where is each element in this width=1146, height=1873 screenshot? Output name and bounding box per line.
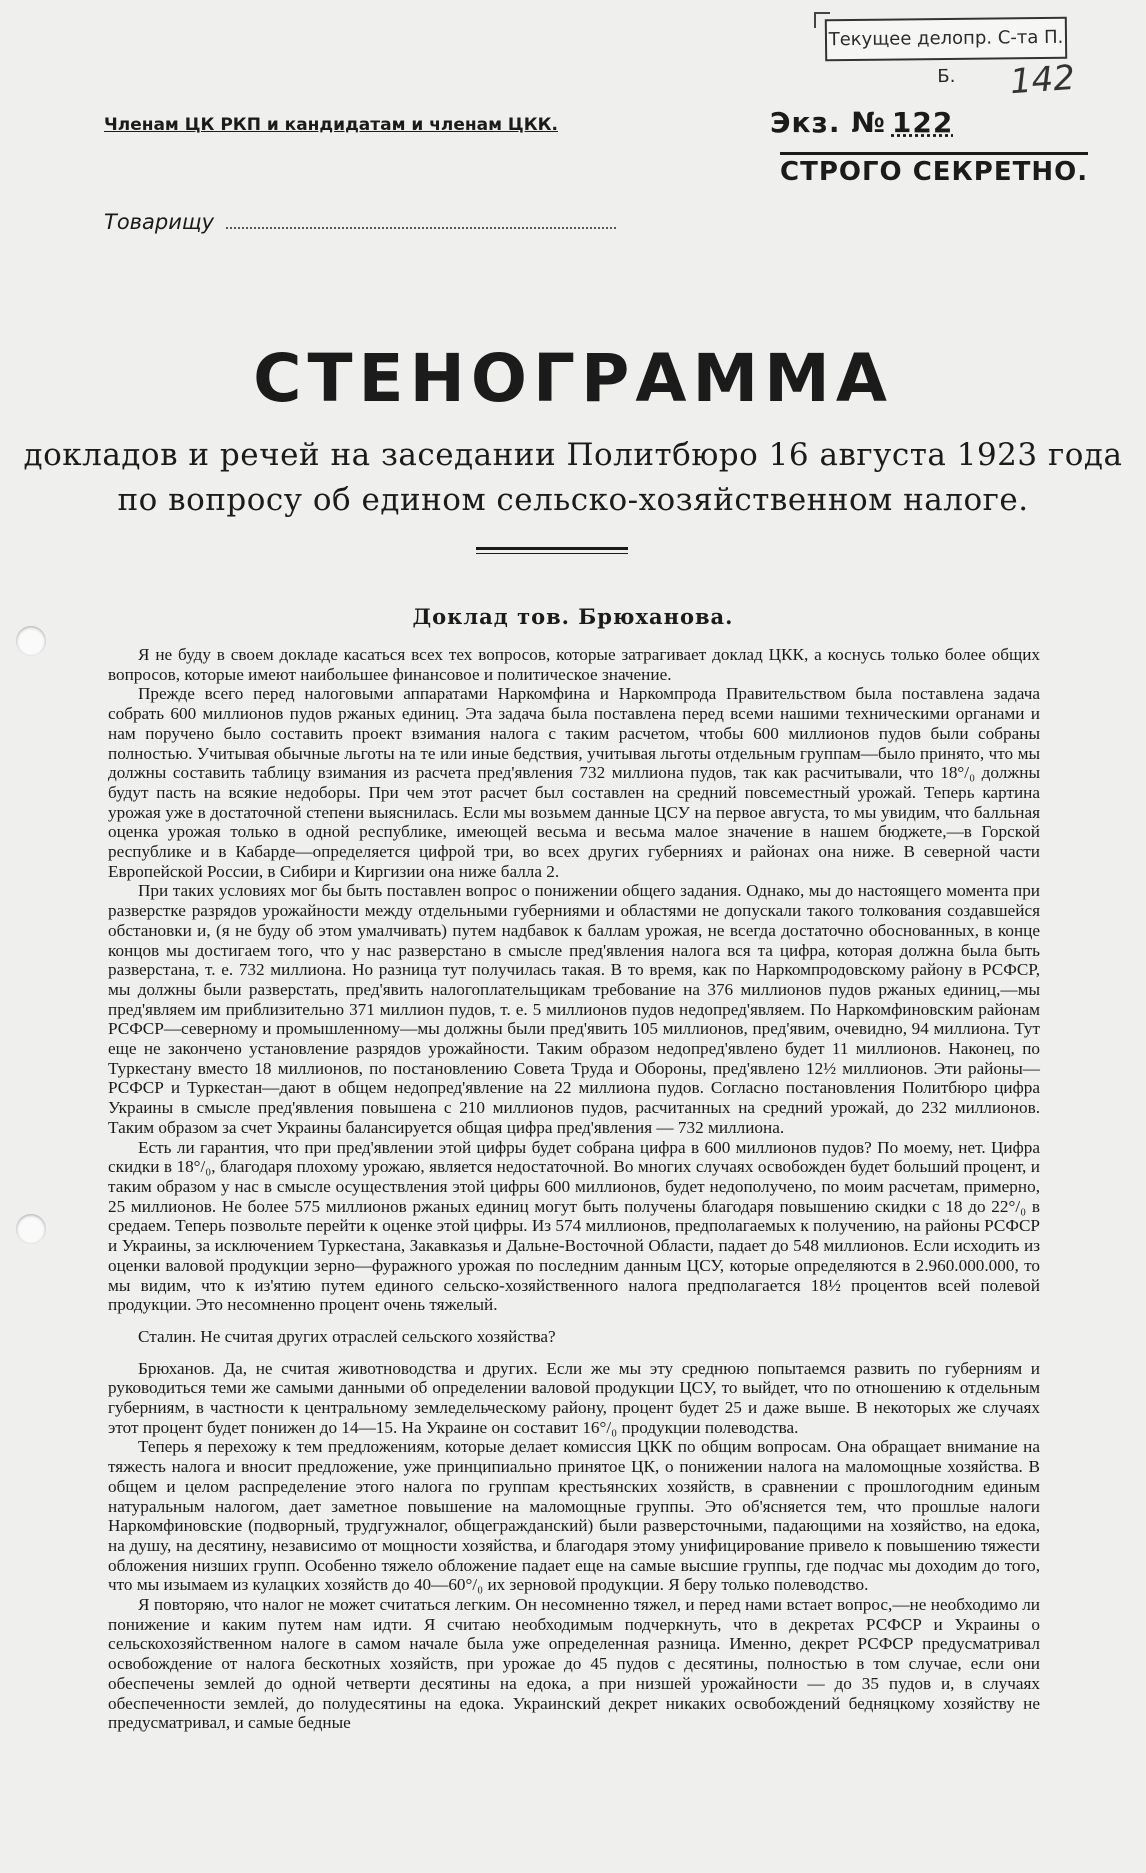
paragraph-3: При таких условиях мог бы быть поставлен вопрос о понижении общего задания. Однако, мы до настоящего момента при разверстке разрядов урожайности между отдельными губерниями и областями не допускали такого толкования создавшейся обстановки и, (я не буду об этом умалчивать) путем надбавок к баллам урожая, не всегда достаточно обоснованных, в конце концов мы достигаем того, что у нас разверстано в смысле пред'явления налога вся та цифра, которая должна была быть разверстана, т. е. 732 миллиона. Но разница тут получилась такая. В то время, как по Наркомпродовскому району в РСФСР, мы должны были разверстать, пред'явить налогоплательщикам требование на 376 миллионов пудов ржаных единиц,—мы пред'являем им приблизительно 371 миллион пудов, т. е. 5 миллионов пудов недопред'являем. По Наркомфиновским районам РСФСР—северному и промышленному—мы должны были пред'явить 105 миллионов, пред'явим, очевидно, 94 миллиона. Тут еще не закончено установление разрядов урожайности. Таким образом недопред'явлено будет 11 миллионов. Наконец, по Туркестану вместо 18 миллионов, по постановлению Совета Труда и Обороны, пред'явлено 12½ миллионов. Эти районы—РСФСР и Туркестан—дают в общем недопред'явление на 22 миллиона пудов. Согласно постановления Политбюро цифра Украины в смысле пред'явления повышена с 210 миллионов пудов, расчитанных на средний урожай, до 232 миллионов. Таким образом за счет Украины балансируется общая цифра пред'явления — 732 миллиона. xyxy=(108,881,1040,1137)
paragraph-7: Теперь я перехожу к тем предложениям, которые делает комиссия ЦКК по общим вопросам. Она обращает внимание на тяжесть налога и вносит предложение, уже принципиально принятое ЦК, о понижении налога на маломощные хозяйства. В общем и целом распределение этого налога по группам крестьянских хозяйств, в сравнении с прошлогодним единым натуральным налогом, дает заметное повышение на маломощные группы. Это об'ясняется тем, что прошлые налоги Наркомфиновские (подворный, трудгужналог, общегражданский) были разверсточными, падающими на хозяйство, на едока, на душу, на десятину, независимо от мощности хозяйства, и благодаря этому унифицирование привело к повышению тяжести обложения низших групп. Особенно тяжело обложение падает еще на самые высшие группы, где подчас мы доходим до того, что мы изымаем из кулацких хозяйств до 40—60°/₀ их зерновой продукции. Я беру только полеводство. xyxy=(108,1437,1040,1595)
classification-label: СТРОГО СЕКРЕТНО. xyxy=(780,152,1088,187)
addressee-blank-line xyxy=(226,227,616,229)
paragraph-4: Есть ли гарантия, что при пред'явлении этой цифры будет собрана цифра в 600 миллионов пудов? По моему, нет. Цифра скидки в 18°/₀, благодаря плохому урожаю, является недостаточной. Во многих случаях освобожден будет больший процент, и таким образом у нас в смысле осуществления этой цифры 600 миллионов, будет недополучено, по моим расчетам, примерно, 25 миллионов. Не более 575 миллионов ржаных единиц могут быть получены благодаря повышению скидки с 18 до 22°/₀ в средаем. Теперь позвольте перейти к оценке этой цифры. Из 574 миллионов, предполагаемых к получению, на районы РСФСР и Украины, за исключением Туркестана, Закавказья и Дальне-Восточной Области, падает до 548 миллионов. Если исходить из оценки валовой продукции зерно—фуражного урожая по последним данным ЦСУ, которые определяются в 2.960.000.000, то мы видим, что к из'ятию путем единого сельско-хозяйственного налога предполагается 18½ процентов всей полевой продукции. Это несомненно процент очень тяжелый. xyxy=(108,1137,1040,1315)
paragraph-stalin-question: Сталин. Не считая других отраслей сельского хозяйства? xyxy=(138,1326,556,1346)
addressee-label: Товарищу xyxy=(104,210,215,234)
subtitle-line-2: по вопросу об едином сельско-хозяйственном налоге. xyxy=(117,482,1029,518)
report-body xyxy=(108,645,1040,1733)
copy-number-line xyxy=(770,106,959,139)
document-title: СТЕНОГРАММА xyxy=(253,340,893,417)
title-divider-thin xyxy=(476,553,628,554)
report-heading: Доклад тов. Брюханова. xyxy=(412,604,734,629)
copy-label: Экз. № xyxy=(770,106,886,139)
punch-hole-bottom xyxy=(16,1214,46,1244)
handwritten-page-number: 142 xyxy=(1008,57,1077,103)
punch-hole-top xyxy=(16,626,46,656)
paragraph-1: Я не буду в своем докладе касаться всех тех вопросов, которые затрагивает доклад ЦКК, а коснусь только более общих вопросов, которые имеют наибольшее финансовое и политическое значение. xyxy=(108,645,1040,684)
copy-number: 122 xyxy=(891,106,954,139)
paragraph-2: Прежде всего перед налоговыми аппаратами Наркомфина и Наркомпрода Правительством была поставлена задача собрать 600 миллионов пудов ржаных единиц. Эта задача была поставлена перед всеми нашими техническими органами и нам поручено было составить проект взимания налога с таким расчетом, чтобы 600 миллионов пудов были собраны полностью. Учитывая обычные льготы на те или иные бедствия, учитывая льготы отдельным группам—было принято, что мы должны составить таблицу взимания из расчета пред'явления 732 миллиона пудов, так как расчитывали, что 18°/₀ должны будут пасть на всякие недоборы. При чем этот расчет был составлен на средний повсеместный урожай. Теперь картина урожая уже в достаточной степени выяснилась. Если мы возьмем данные ЦСУ на первое августа, то мы увидим, что балльная оценка урожая только в одной республике, имеющей весьма и весьма малое значение в нашем бюджете,—в Горской республике и в Кабарде—определяется цифрой три, во всех других губерниях и районах она ниже. В северной части Европейской России, в Сибири и Киргизии она ниже балла 2. xyxy=(108,684,1040,881)
recipients-line: Членам ЦК РКП и кандидатам и членам ЦКК. xyxy=(104,115,558,135)
paragraph-bryukhanov-answer: Брюханов. Да, не считая животноводства и других. Если же мы эту среднюю попытаемся развить по губерниям и руководиться теми же самыми данными об определении валовой продукции ЦСУ, то выйдет, что по отношению к отдельным губерниям, в частности к центральному земледельческому району, процент будет 25 и даже выше. В некоторых же случаях этот процент будет понижен до 14—15. На Украине он составит 16°/₀ продукции полеводства. xyxy=(108,1358,1040,1437)
subtitle-line-1: докладов и речей на заседании Политбюро 16 августа 1923 года xyxy=(23,437,1123,473)
title-divider xyxy=(476,547,628,550)
paragraph-8: Я повторяю, что налог не может считаться легким. Он несомненно тяжел, и перед нами встает вопрос,—не необходимо ли понижение и каким путем нам идти. Я считаю необходимым подчеркнуть, что в декретах РСФСР и Украины о сельскохозяйственном налоге в самом начале была уже определенная разница. Именно, декрет РСФСР предусматривал освобождение от налога бескотных хозяйств, при урожае до 45 пудов с десятины, полностью в том случае, если они обеспечены землей до одной четверти десятины на едока, а при низшей урожайности — до 35 пудов и, в случаях обеспеченности землей, до полудесятины на едока. Украинский декрет никаких освобождений бедняцкому хозяйству не предусматривал, и самые бедные xyxy=(108,1595,1040,1733)
registry-stamp: Текущее делопр. С-та П. Б. xyxy=(825,17,1067,62)
